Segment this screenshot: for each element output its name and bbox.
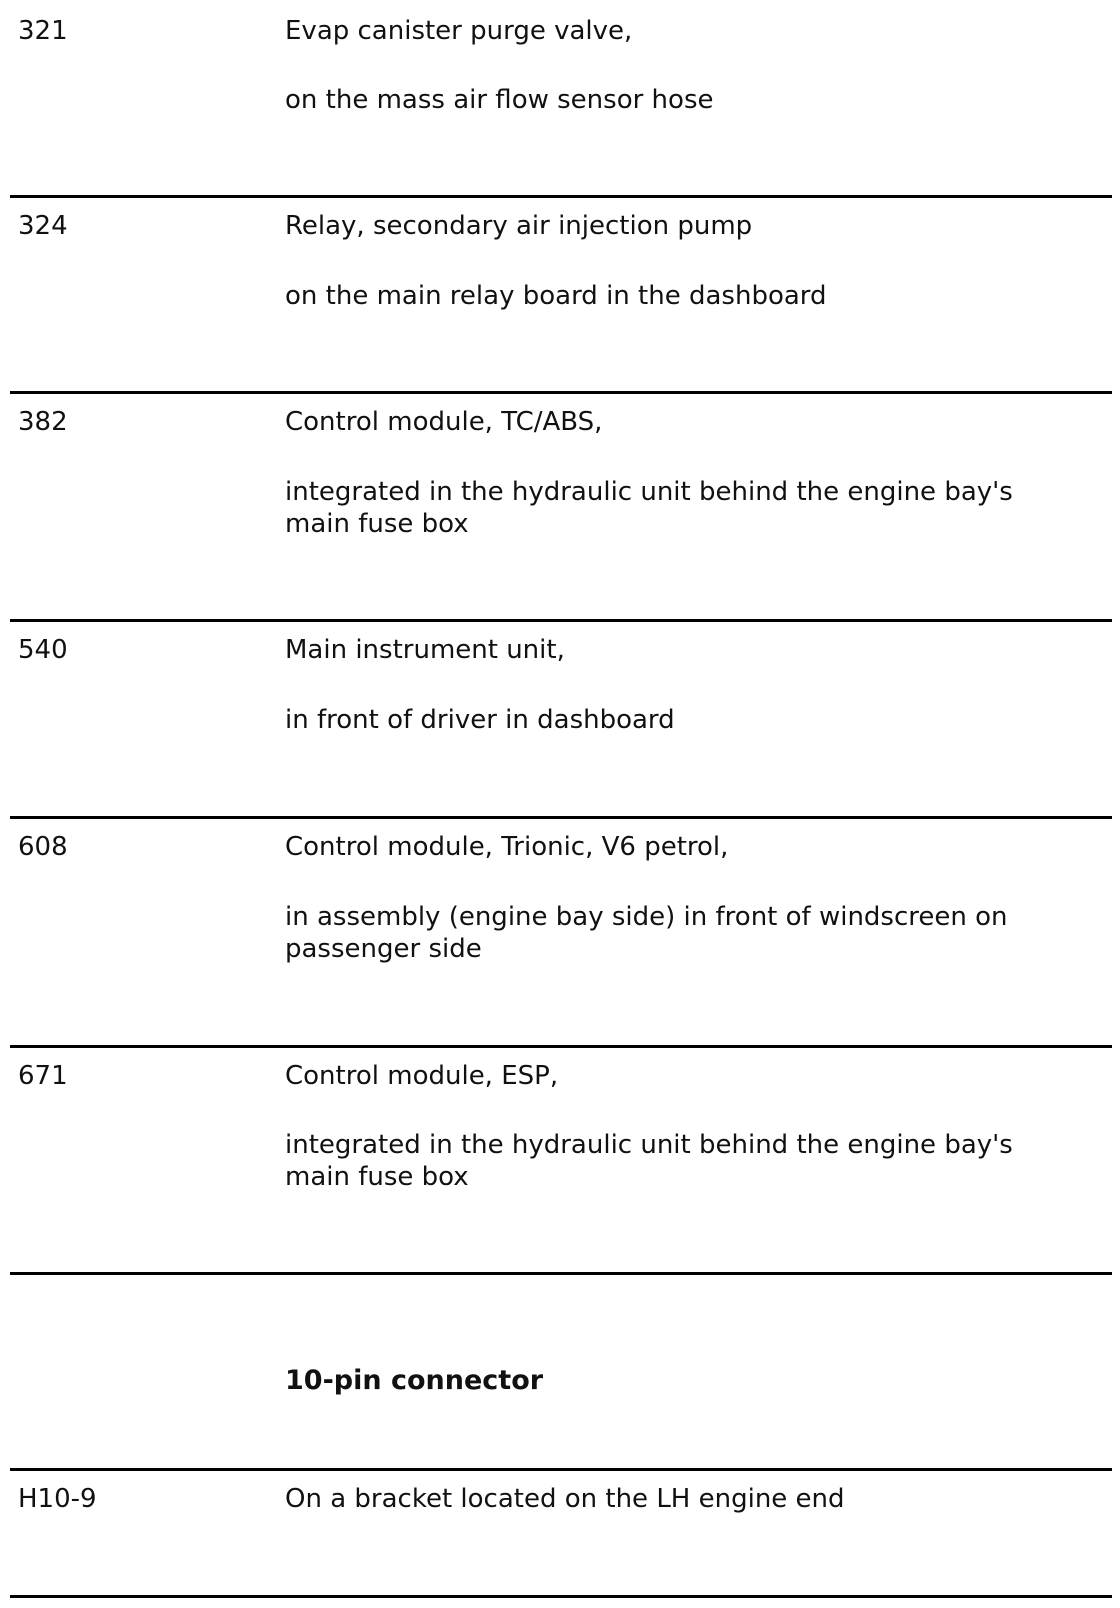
component-title: Control module, TC/ABS, [285,407,603,437]
component-code: 321 [18,16,68,46]
connector-code: H10-9 [18,1484,97,1514]
connector-location: On a bracket located on the LH engine end [285,1484,845,1514]
component-title: Evap canister purge valve, [285,16,633,46]
component-code: 671 [18,1061,68,1091]
component-code: 540 [18,635,68,665]
row-divider [10,195,1112,198]
component-location: in assembly (engine bay side) in front of windscreen on passenger side [285,902,1008,964]
component-location: in front of driver in dashboard [285,705,675,735]
component-location: integrated in the hydraulic unit behind the engine bay's main fuse box [285,477,1013,539]
component-title: Relay, secondary air injection pump [285,211,753,241]
section-heading: 10-pin connector [285,1365,544,1396]
component-location: on the mass air flow sensor hose [285,85,714,115]
component-title: Control module, Trionic, V6 petrol, [285,832,729,862]
component-code: 382 [18,407,68,437]
row-divider [10,1468,1112,1471]
row-divider [10,619,1112,622]
component-title: Control module, ESP, [285,1061,559,1091]
row-divider [10,1272,1112,1275]
row-divider [10,1045,1112,1048]
row-divider [10,816,1112,819]
row-divider [10,1595,1112,1598]
component-code: 324 [18,211,68,241]
component-location: integrated in the hydraulic unit behind the engine bay's main fuse box [285,1130,1013,1192]
component-location: on the main relay board in the dashboard [285,281,827,311]
component-title: Main instrument unit, [285,635,565,665]
component-code: 608 [18,832,68,862]
row-divider [10,391,1112,394]
